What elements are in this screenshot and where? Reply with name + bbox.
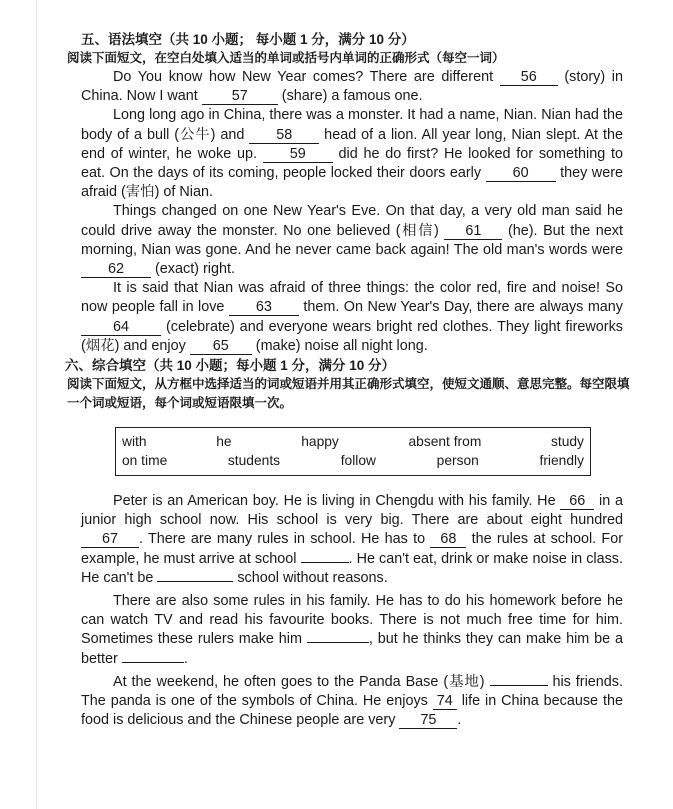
blank-69[interactable] — [301, 562, 349, 563]
blank-58[interactable]: 58 — [249, 128, 319, 144]
section6-paragraph-2 — [81, 592, 623, 669]
text: There are also some rules in his family. He has to do his homework before he can watch TV and read his favourite books. There is not much free time for him. Sometimes these rulers make him — [81, 593, 623, 648]
blank-63[interactable]: 63 — [229, 300, 299, 316]
text: , but he thinks they can make him be a better — [81, 631, 623, 667]
word-box-row-2 — [122, 451, 584, 470]
word-option: with — [122, 434, 147, 450]
text: (exact) right. — [151, 261, 235, 278]
blank-57[interactable]: 57 — [202, 89, 278, 105]
word-box-row-1 — [122, 432, 584, 451]
text: Things changed on one New Year's Eve. On that day, a very old man said he could drive away the monster. No one believed (相信) — [81, 203, 623, 239]
word-option: person — [436, 453, 479, 469]
blank-56[interactable]: 56 — [500, 70, 558, 86]
text: school without reasons. — [233, 569, 388, 586]
text: Do You know how New Year comes? There are different — [113, 69, 500, 85]
text: . There are many rules in school. He has to — [139, 531, 431, 548]
blank-66[interactable]: 66 — [560, 494, 594, 510]
text: (make) noise all night long. — [251, 337, 428, 354]
blank-70[interactable] — [157, 581, 233, 582]
word-option: absent from — [408, 434, 482, 450]
blank-67[interactable]: 67 — [81, 532, 139, 548]
section5-heading: 五、语法填空（共 10 小题； 每小题 1 分，满分 10 分） — [81, 32, 415, 47]
word-option: on time — [122, 453, 168, 469]
section5-instruction: 阅读下面短文，在空白处填入适当的单词或括号内单词的正确形式（每空一词） — [67, 51, 505, 65]
section5-paragraph-1 — [81, 68, 623, 106]
text: his friends. The panda is one of the symbols of China. He enjoys — [81, 673, 623, 710]
blank-60[interactable]: 60 — [486, 166, 556, 182]
text: . — [183, 650, 188, 667]
blank-65[interactable]: 65 — [190, 339, 252, 355]
word-option: students — [227, 453, 281, 469]
word-option: study — [550, 434, 584, 450]
blank-61[interactable]: 61 — [444, 224, 502, 240]
text: did he do first? He looked for something to eat. On the days of its coming, people locked their doors early — [81, 145, 623, 182]
text: . — [457, 712, 462, 729]
blank-72[interactable] — [122, 662, 184, 663]
text: them. On New Year's Day, there are always many — [298, 299, 624, 316]
text: At the weekend, he often goes to the Panda Base (基地) — [113, 673, 490, 690]
section5-paragraph-4 — [81, 279, 623, 356]
text: (celebrate) and everyone wears bright red clothes. They light fireworks (烟花) and enjoy — [81, 318, 623, 354]
text: in a junior high school now. His school is very big. There are about eight hundred — [81, 493, 623, 529]
section5-paragraph-3 — [81, 202, 623, 279]
section6-instruction: 阅读下面短文，从方框中选择适当的词或短语并用其正确形式填空，使短文通顺、意思完整。每空限填一个词或短语，每个词或短语限填一次。 — [67, 377, 630, 411]
word-option: he — [216, 434, 232, 450]
section6-paragraph-3 — [81, 673, 623, 731]
text: It is said that Nian was afraid of three things: the color red, fire and noise! So now people fall in love — [81, 280, 623, 316]
word-box — [115, 427, 591, 476]
word-option: friendly — [539, 453, 584, 469]
section6-paragraph-1 — [81, 492, 623, 588]
text: . He can't eat, drink or make noise in class. He can't be — [81, 550, 623, 586]
word-option: follow — [340, 453, 376, 469]
text: (share) a famous one. — [277, 88, 423, 105]
blank-68[interactable]: 68 — [430, 532, 466, 548]
blank-59[interactable]: 59 — [263, 147, 333, 163]
text: (he). But the next morning, Nian was gone. And he never came back again! The old man's words were — [81, 222, 623, 258]
blank-75[interactable]: 75 — [399, 713, 457, 729]
scan-margin-line — [36, 0, 37, 809]
blank-64[interactable]: 64 — [81, 320, 161, 336]
text: head of a lion. All year long, Nian slept. At the end of winter, he woke up. — [81, 126, 623, 162]
text: Peter is an American boy. He is living in Chengdu with his family. He — [113, 493, 561, 510]
text: (story) in China. Now I want — [81, 69, 623, 105]
word-option: happy — [301, 434, 339, 450]
text: the rules at school. For example, he must arrive at school — [81, 531, 624, 567]
text: Long long ago in China, there was a monster. It had a name, Nian. Nian had the body of a bull (公牛) and — [81, 107, 623, 143]
blank-71[interactable] — [307, 642, 369, 643]
section6-heading: 六、综合填空（共 10 小题；每小题 1 分，满分 10 分） — [65, 358, 396, 374]
content-area — [65, 30, 630, 730]
blank-74[interactable]: 74 — [433, 694, 457, 710]
blank-73[interactable] — [490, 685, 548, 686]
blank-62[interactable]: 62 — [81, 262, 151, 278]
text: life in China because the food is delicious and the Chinese people are very — [81, 693, 623, 729]
section5-paragraph-2 — [81, 106, 623, 202]
text: they were afraid (害怕) of Nian. — [81, 165, 624, 201]
